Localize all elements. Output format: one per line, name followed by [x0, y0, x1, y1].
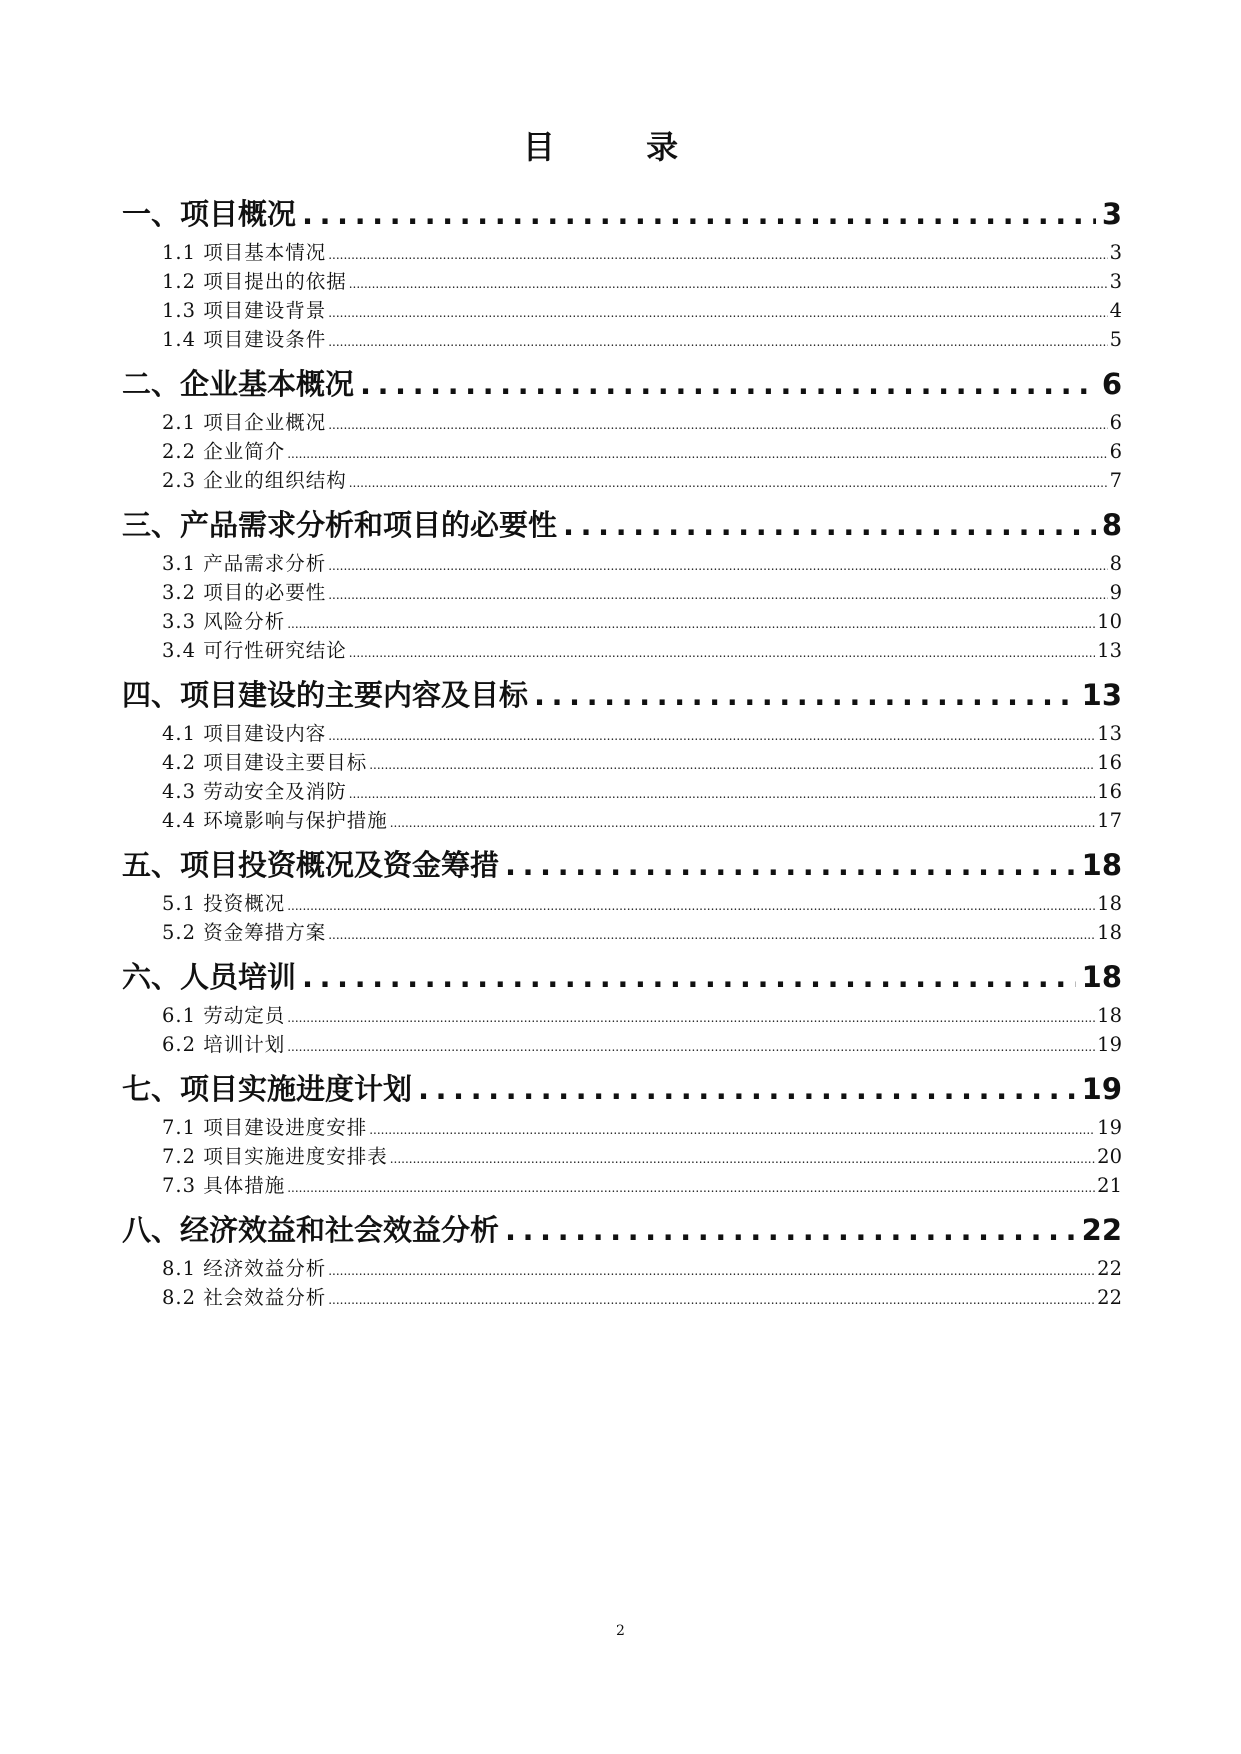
chapter-page-number: 22	[1081, 1213, 1122, 1247]
dot-leader	[505, 843, 1076, 887]
dot-leader	[390, 1145, 1095, 1174]
section-label: 4.1 项目建设内容	[162, 722, 327, 745]
dot-leader	[328, 1286, 1095, 1315]
section-label: 5.2 资金筹措方案	[162, 921, 327, 944]
chapter-label: 三、产品需求分析和项目的必要性	[122, 508, 558, 542]
dot-leader	[287, 1004, 1095, 1033]
toc-chapter-entry[interactable]	[122, 1067, 1122, 1111]
chapter-label: 一、项目概况	[122, 197, 297, 231]
section-page-number: 18	[1097, 1004, 1122, 1027]
section-label: 4.4 环境影响与保护措施	[162, 809, 388, 832]
toc-section-entry[interactable]	[122, 889, 1122, 918]
section-page-number: 22	[1097, 1257, 1122, 1280]
toc-chapter-entry[interactable]	[122, 1208, 1122, 1252]
section-page-number: 18	[1097, 892, 1122, 915]
table-of-contents	[122, 192, 1122, 1312]
toc-section-entry[interactable]	[122, 1030, 1122, 1059]
dot-leader	[360, 362, 1096, 406]
chapter-label: 五、项目投资概况及资金筹措	[122, 848, 500, 882]
dot-leader	[328, 411, 1107, 440]
toc-section-entry[interactable]	[122, 719, 1122, 748]
dot-leader	[390, 809, 1095, 838]
chapter-page-number: 3	[1101, 197, 1122, 231]
toc-section-entry[interactable]	[122, 636, 1122, 665]
section-page-number: 17	[1097, 809, 1122, 832]
section-page-number: 19	[1097, 1116, 1122, 1139]
toc-section-entry[interactable]	[122, 437, 1122, 466]
dot-leader	[349, 469, 1108, 498]
dot-leader	[287, 440, 1107, 469]
section-page-number: 19	[1097, 1033, 1122, 1056]
section-label: 3.3 风险分析	[162, 610, 286, 633]
section-label: 7.2 项目实施进度安排表	[162, 1145, 388, 1168]
dot-leader	[287, 1033, 1095, 1062]
toc-section-entry[interactable]	[122, 578, 1122, 607]
section-page-number: 10	[1097, 610, 1122, 633]
section-label: 2.1 项目企业概况	[162, 411, 327, 434]
section-page-number: 8	[1109, 552, 1122, 575]
dot-leader	[328, 921, 1095, 950]
toc-section-entry[interactable]	[122, 296, 1122, 325]
section-label: 7.3 具体措施	[162, 1174, 286, 1197]
dot-leader	[369, 1116, 1095, 1145]
section-page-number: 3	[1109, 241, 1122, 264]
dot-leader	[418, 1067, 1076, 1111]
chapter-page-number: 19	[1081, 1072, 1122, 1106]
toc-section-entry[interactable]	[122, 1113, 1122, 1142]
toc-chapter-entry[interactable]	[122, 673, 1122, 717]
section-page-number: 6	[1109, 440, 1122, 463]
toc-section-entry[interactable]	[122, 549, 1122, 578]
section-label: 8.2 社会效益分析	[162, 1286, 327, 1309]
chapter-page-number: 18	[1081, 960, 1122, 994]
section-page-number: 9	[1109, 581, 1122, 604]
toc-section-entry[interactable]	[122, 238, 1122, 267]
section-label: 4.3 劳动安全及消防	[162, 780, 347, 803]
section-label: 1.1 项目基本情况	[162, 241, 327, 264]
dot-leader	[328, 1257, 1095, 1286]
chapter-label: 八、经济效益和社会效益分析	[122, 1213, 500, 1247]
section-page-number: 4	[1109, 299, 1122, 322]
dot-leader	[287, 892, 1095, 921]
toc-section-entry[interactable]	[122, 918, 1122, 947]
section-label: 7.1 项目建设进度安排	[162, 1116, 368, 1139]
toc-section-entry[interactable]	[122, 777, 1122, 806]
section-page-number: 3	[1109, 270, 1122, 293]
section-label: 3.1 产品需求分析	[162, 552, 327, 575]
dot-leader	[349, 780, 1095, 809]
chapter-label: 六、人员培训	[122, 960, 297, 994]
dot-leader	[349, 270, 1108, 299]
section-page-number: 5	[1109, 328, 1122, 351]
toc-section-entry[interactable]	[122, 1283, 1122, 1312]
chapter-label: 四、项目建设的主要内容及目标	[122, 678, 529, 712]
section-label: 1.3 项目建设背景	[162, 299, 327, 322]
section-label: 3.2 项目的必要性	[162, 581, 327, 604]
toc-section-entry[interactable]	[122, 748, 1122, 777]
section-label: 8.1 经济效益分析	[162, 1257, 327, 1280]
section-page-number: 20	[1097, 1145, 1122, 1168]
section-label: 6.1 劳动定员	[162, 1004, 286, 1027]
page-number: 2	[616, 1623, 625, 1639]
dot-leader	[328, 241, 1107, 270]
section-page-number: 18	[1097, 921, 1122, 944]
section-label: 6.2 培训计划	[162, 1033, 286, 1056]
section-page-number: 16	[1097, 751, 1122, 774]
toc-chapter-entry[interactable]	[122, 362, 1122, 406]
section-page-number: 21	[1097, 1174, 1122, 1197]
dot-leader	[563, 503, 1096, 547]
toc-chapter-entry[interactable]	[122, 955, 1122, 999]
dot-leader	[369, 751, 1095, 780]
toc-section-entry[interactable]	[122, 806, 1122, 835]
section-label: 2.3 企业的组织结构	[162, 469, 347, 492]
dot-leader	[287, 1174, 1095, 1203]
section-label: 2.2 企业简介	[162, 440, 286, 463]
dot-leader	[328, 722, 1095, 751]
toc-section-entry[interactable]	[122, 1171, 1122, 1200]
toc-chapter-entry[interactable]	[122, 192, 1122, 236]
section-page-number: 13	[1097, 639, 1122, 662]
section-label: 4.2 项目建设主要目标	[162, 751, 368, 774]
toc-section-entry[interactable]	[122, 408, 1122, 437]
toc-section-entry[interactable]	[122, 325, 1122, 354]
dot-leader	[328, 581, 1107, 610]
section-label: 3.4 可行性研究结论	[162, 639, 347, 662]
section-page-number: 6	[1109, 411, 1122, 434]
dot-leader	[505, 1208, 1076, 1252]
toc-section-entry[interactable]	[122, 466, 1122, 495]
chapter-page-number: 13	[1081, 678, 1122, 712]
dot-leader	[287, 610, 1095, 639]
toc-section-entry[interactable]	[122, 1142, 1122, 1171]
toc-section-entry[interactable]	[122, 1001, 1122, 1030]
toc-chapter-entry[interactable]	[122, 503, 1122, 547]
chapter-label: 七、项目实施进度计划	[122, 1072, 413, 1106]
toc-section-entry[interactable]	[122, 1254, 1122, 1283]
dot-leader	[328, 328, 1107, 357]
chapter-page-number: 8	[1101, 508, 1122, 542]
dot-leader	[328, 552, 1107, 581]
toc-section-entry[interactable]	[122, 607, 1122, 636]
section-page-number: 7	[1109, 469, 1122, 492]
section-page-number: 22	[1097, 1286, 1122, 1309]
section-label: 1.4 项目建设条件	[162, 328, 327, 351]
section-page-number: 13	[1097, 722, 1122, 745]
dot-leader	[328, 299, 1107, 328]
chapter-label: 二、企业基本概况	[122, 367, 355, 401]
dot-leader	[302, 192, 1096, 236]
section-page-number: 16	[1097, 780, 1122, 803]
dot-leader	[534, 673, 1076, 717]
toc-section-entry[interactable]	[122, 267, 1122, 296]
chapter-page-number: 6	[1101, 367, 1122, 401]
section-label: 5.1 投资概况	[162, 892, 286, 915]
dot-leader	[302, 955, 1076, 999]
chapter-page-number: 18	[1081, 848, 1122, 882]
toc-chapter-entry[interactable]	[122, 843, 1122, 887]
dot-leader	[349, 639, 1095, 668]
section-label: 1.2 项目提出的依据	[162, 270, 347, 293]
toc-title: 目 录	[522, 128, 719, 166]
